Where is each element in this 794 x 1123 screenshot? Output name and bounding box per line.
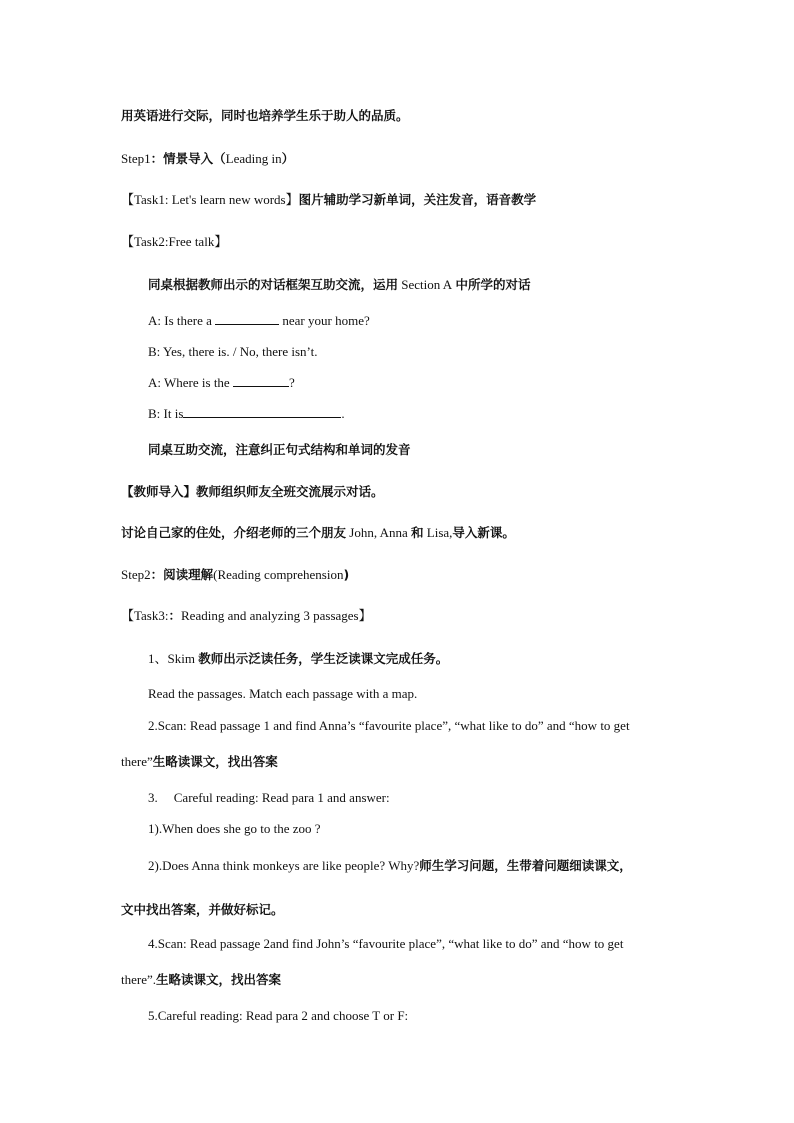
text: Lisa, — [426, 525, 453, 540]
read-passages-line — [148, 685, 417, 703]
text: 中所学的对话 — [455, 277, 531, 292]
text: B: Yes, there is. / No, there isn’t. — [148, 344, 318, 359]
text: 同桌互助交流，注意纠正句式结构和单词的发音 — [148, 442, 411, 457]
heading-step1 — [121, 150, 294, 168]
text: 教师出示泛读任务，学生泛读课文完成任务。 — [198, 651, 449, 666]
pair-work-instruction — [148, 276, 530, 294]
text: 2).Does Anna think monkeys are like people? Why? — [148, 858, 420, 873]
text: 【Task3: — [121, 608, 169, 623]
text: 【Task2:Free talk】 — [121, 234, 228, 249]
text: A: Is there a — [148, 313, 216, 328]
dialogue-line-b1 — [148, 343, 317, 361]
text: 【教师导入】教师组织师友全班交流展示对话。 — [121, 484, 384, 499]
text: 生略读课文，找出答案 — [156, 972, 282, 987]
text: Read the passages. Match each passage with a map. — [148, 686, 418, 701]
text: ：情景导入（ — [150, 151, 226, 166]
text: 2.Scan: Read passage 1 and find Anna’s “favourite place”, “what like to do” and “how to get — [148, 718, 630, 733]
fill-blank — [233, 374, 289, 387]
scan-passage2-line — [148, 935, 623, 953]
text: Step1 — [121, 151, 151, 166]
fill-blank — [215, 312, 279, 325]
text: Step2 — [121, 567, 151, 582]
text: 用英语进行交际，同时也培养学生乐于助人的品质。 — [121, 108, 409, 123]
text: 和 — [411, 525, 424, 540]
text: 讨论自己家的住处，介绍老师的三个朋友 — [121, 525, 347, 540]
task2-line — [121, 233, 227, 251]
scan-passage1-cont — [121, 753, 278, 771]
dialogue-line-a1 — [148, 312, 370, 330]
fill-blank — [183, 405, 341, 418]
text: 同桌根据教师出示的对话框架互助交流，运用 — [148, 277, 399, 292]
teacher-intro-line — [121, 483, 384, 501]
question-2-line — [148, 857, 632, 875]
text: Section A — [401, 277, 453, 292]
text: Leading in — [225, 151, 282, 166]
discussion-line — [121, 524, 515, 542]
text: there” — [121, 754, 153, 769]
text: John, Anna — [349, 525, 408, 540]
text: 【Task1: Let's learn new words】 — [121, 192, 299, 207]
text: ? — [288, 375, 295, 390]
text: near your home? — [279, 313, 370, 328]
text: ：阅读理解 — [150, 567, 214, 582]
question-2-cont — [121, 901, 284, 919]
dialogue-line-b2 — [148, 405, 345, 423]
text: ) — [343, 567, 350, 582]
scan-passage2-cont — [121, 971, 281, 989]
careful-reading-2-line — [148, 1007, 408, 1025]
text: 生略读课文，找出答案 — [152, 754, 278, 769]
text: there”. — [121, 972, 157, 987]
task3-line — [121, 607, 372, 625]
text: A: Where is the — [148, 375, 233, 390]
text: 3. — [148, 790, 158, 805]
text: Reading and analyzing 3 passages】 — [181, 608, 372, 623]
task1-line — [121, 191, 536, 209]
pair-work-note — [148, 441, 411, 459]
scan-passage1-line — [148, 717, 630, 735]
text: 图片辅助学习新单词，关注发音，语音教学 — [298, 192, 537, 207]
text: B: It is — [148, 406, 184, 421]
dialogue-line-a2 — [148, 374, 295, 392]
text: 导入新课。 — [452, 525, 515, 540]
text: 师生学习问题，生带着问题细读课文， — [419, 858, 632, 873]
text: 1、Skim — [148, 651, 195, 666]
text: (Reading comprehension — [213, 567, 344, 582]
paragraph-objective — [121, 107, 409, 125]
careful-reading-1-line — [148, 789, 390, 807]
text: ： — [168, 608, 181, 623]
text: 4.Scan: Read passage 2and find John’s “favourite place”, “what like to do” and “how to get — [148, 936, 624, 951]
heading-step2 — [121, 566, 349, 584]
text: 1).When does she go to the zoo ? — [148, 821, 321, 836]
question-1-line — [148, 820, 321, 838]
text: 文中找出答案，并做好标记。 — [121, 902, 284, 917]
text: . — [341, 406, 345, 421]
text: Careful reading: Read para 1 and answer: — [173, 790, 390, 805]
text: 5.Careful reading: Read para 2 and choose T or F: — [148, 1008, 409, 1023]
text: ） — [281, 151, 295, 166]
skim-line — [148, 650, 448, 668]
